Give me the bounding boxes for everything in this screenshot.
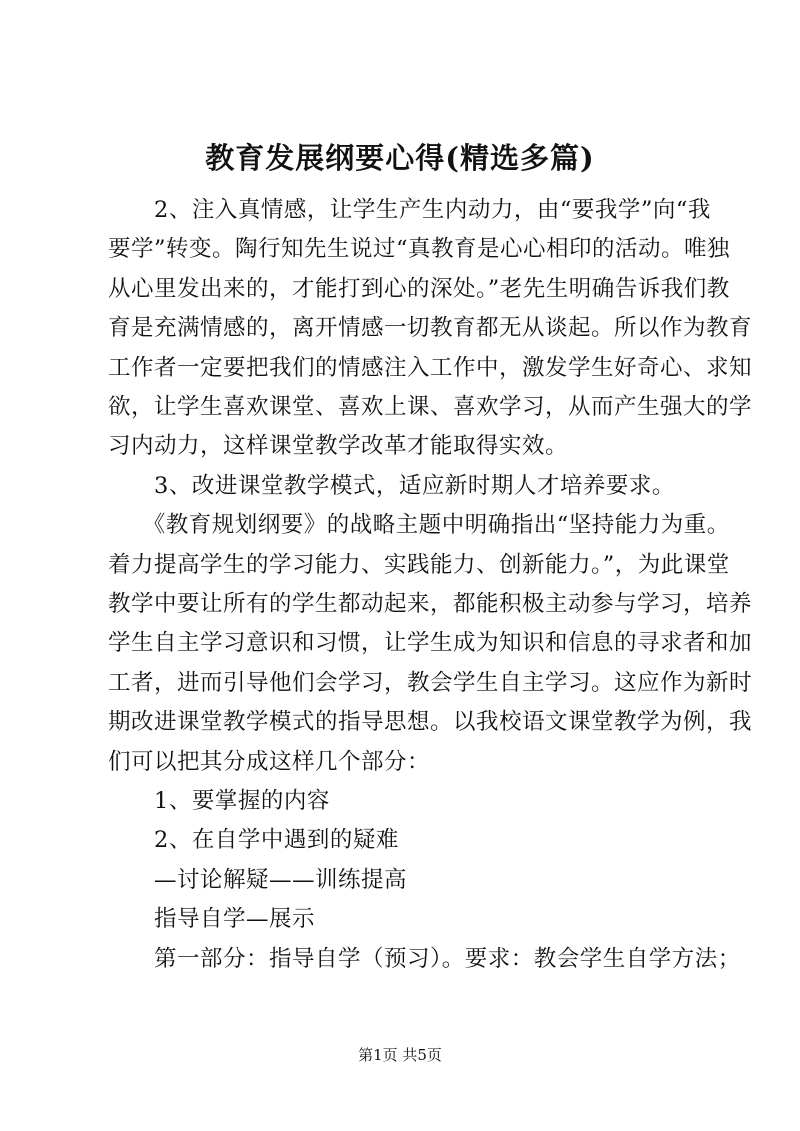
paragraph-line: 1、要掌握的内容 (108, 788, 330, 814)
paragraph-line: 欲，让学生喜欢课堂、喜欢上课、喜欢学习，从而产生强大的学 (108, 394, 753, 420)
paragraph-line: 指导自学—展示 (108, 906, 316, 933)
paragraph-line: 学生自主学习意识和习惯，让学生成为知识和信息的寻求者和加 (108, 630, 753, 657)
paragraph-line: 期改进课堂教学模式的指导思想。以我校语文课堂教学为例，我 (108, 709, 753, 736)
document-title: 教育发展纲要心得(精选多篇) (205, 141, 595, 175)
paragraph-line: 从心里发出来的，才能打到心的深处。”老先生明确告诉我们教 (108, 275, 730, 302)
paragraph-line: 2、注入真情感，让学生产生内动力，由“要我学”向“我 (108, 197, 711, 223)
paragraph-line: 2、在自学中遇到的疑难 (108, 827, 399, 854)
paragraph-line: 教学中要让所有的学生都动起来，都能积极主动参与学习，培养 (108, 591, 753, 617)
paragraph-line: 们可以把其分成这样几个部分： (108, 748, 431, 775)
paragraph-line: 要学”转变。陶行知先生说过“真教育是心心相印的活动。唯独 (108, 236, 731, 263)
paragraph-line: 工者，进而引导他们会学习，教会学生自主学习。这应作为新时 (108, 669, 753, 696)
paragraph-line: 习内动力，这样课堂教学改革才能取得实效。 (108, 433, 569, 460)
paragraph-line: 3、改进课堂教学模式，适应新时期人才培养要求。 (108, 472, 675, 499)
paragraph-line: 工作者一定要把我们的情感注入工作中，激发学生好奇心、求知 (108, 354, 753, 381)
paragraph-line: 着力提高学生的学习能力、实践能力、创新能力。”，为此课堂 (108, 551, 730, 578)
paragraph-line: 育是充满情感的，离开情感一切教育都无从谈起。所以作为教育 (108, 315, 753, 342)
paragraph-line: 第一部分：指导自学（预习）。要求：教会学生自学方法； (108, 945, 741, 972)
paragraph-line: 《教育规划纲要》的战略主题中明确指出“坚持能力为重。 (108, 512, 730, 539)
paragraph-line: —讨论解疑——训练提高 (108, 866, 408, 893)
page-footer: 第1页 共5页 (358, 1046, 442, 1064)
